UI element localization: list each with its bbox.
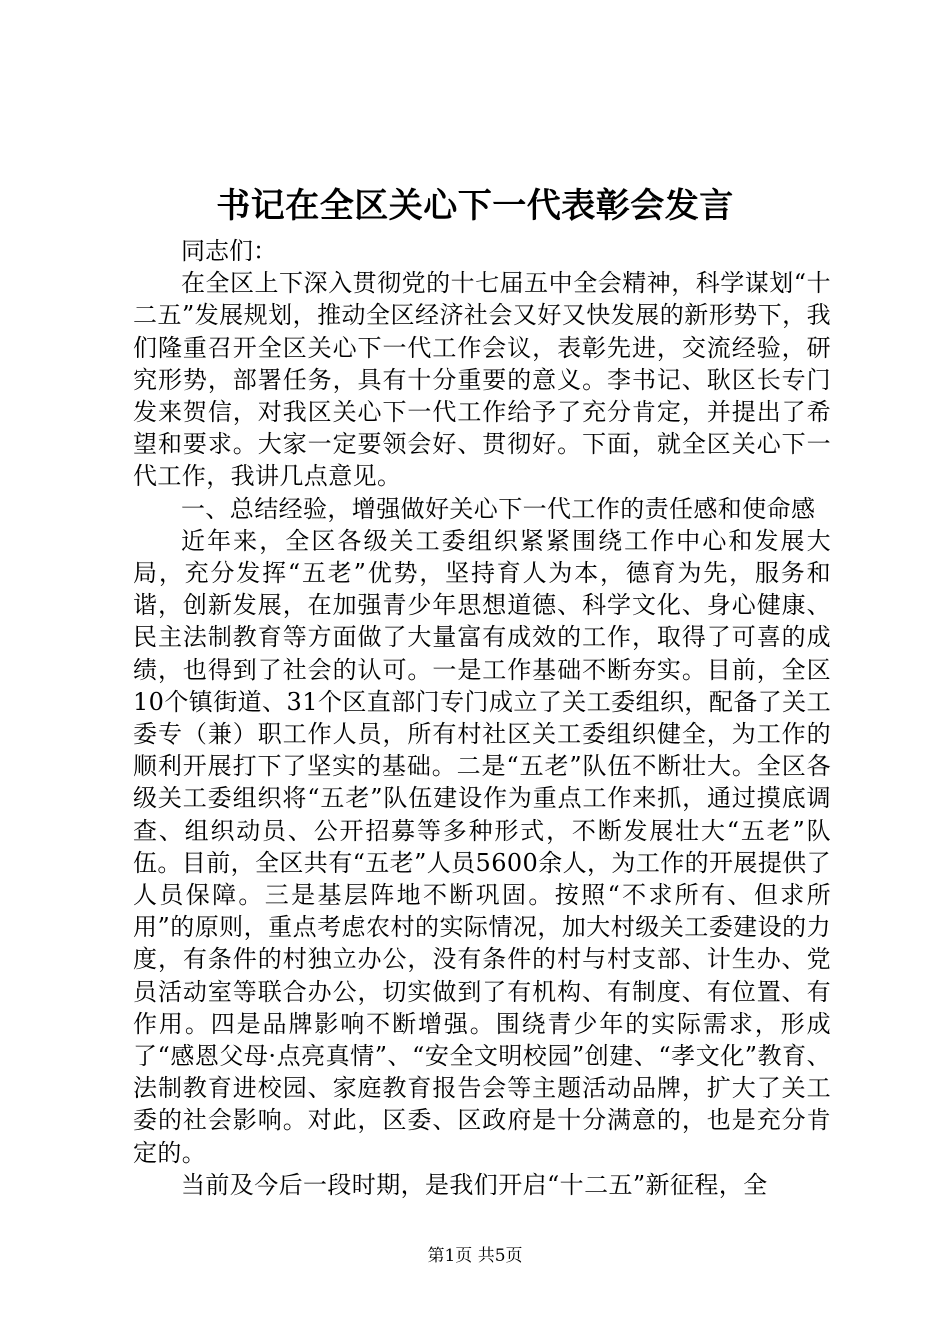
document-title: 书记在全区关心下一代表彰会发言: [216, 186, 734, 226]
paragraph-current-period: 当前及今后一段时期，是我们开启“十二五”新征程，全: [181, 1170, 768, 1199]
paragraph-achievements: 近年来，全区各级关工委组织紧紧围绕工作中心和发展大局，充分发挥“五老”优势，坚持育人为本，德育为先，服务和谐，创新发展，在加强青少年思想道德、科学文化、身心健康、民主法制教育等方面做了大量富有成效的工作，取得了可喜的成绩，也得到了社会的认可。一是工作基础不断夯实。目前，全区10个镇街道、31个区直部门专门成立了关工委组织，配备了关工委专（兼）职工作人员，所有村社区关工委组织健全，为工作的顺利开展打下了坚实的基础。二是“五老”队伍不断壮大。全区各级关工委组织将“五老”队伍建设作为重点工作来抓，通过摸底调查、组织动员、公开招募等多种形式，不断发展壮大“五老”队伍。目前，全区共有“五老”人员5600余人，为工作的开展提供了人员保障。三是基层阵地不断巩固。按照“不求所有、但求所用”的原则，重点考虑农村的实际情况，加大村级关工委建设的力度，有条件的村独立办公，没有条件的村与村支部、计生办、党员活动室等联合办公，切实做到了有机构、有制度、有位置、有作用。四是品牌影响不断增强。围绕青少年的实际需求，形成了“感恩父母·点亮真情”、“安全文明校园”创建、“孝文化”教育、法制教育进校园、家庭教育报告会等主题活动品牌，扩大了关工委的社会影响。对此，区委、区政府是十分满意的，也是充分肯定的。: [133, 526, 832, 1167]
salutation: 同志们：: [181, 237, 277, 265]
section-heading: 一、总结经验，增强做好关心下一代工作的责任感和使命感: [181, 494, 816, 523]
paragraph-intro: 在全区上下深入贯彻党的十七届五中全会精神，科学谋划“十二五”发展规划，推动全区经济社会又好又快发展的新形势下，我们隆重召开全区关心下一代工作会议，表彰先进，交流经验，研究形势，部署任务，具有十分重要的意义。李书记、耿区长专门发来贺信，对我区关心下一代工作给予了充分肯定，并提出了希望和要求。大家一定要领会好、贯彻好。下面，就全区关心下一代工作，我讲几点意见。: [133, 269, 831, 491]
document-body: [133, 235, 831, 1201]
page-indicator: 第1页 共5页: [427, 1246, 523, 1266]
